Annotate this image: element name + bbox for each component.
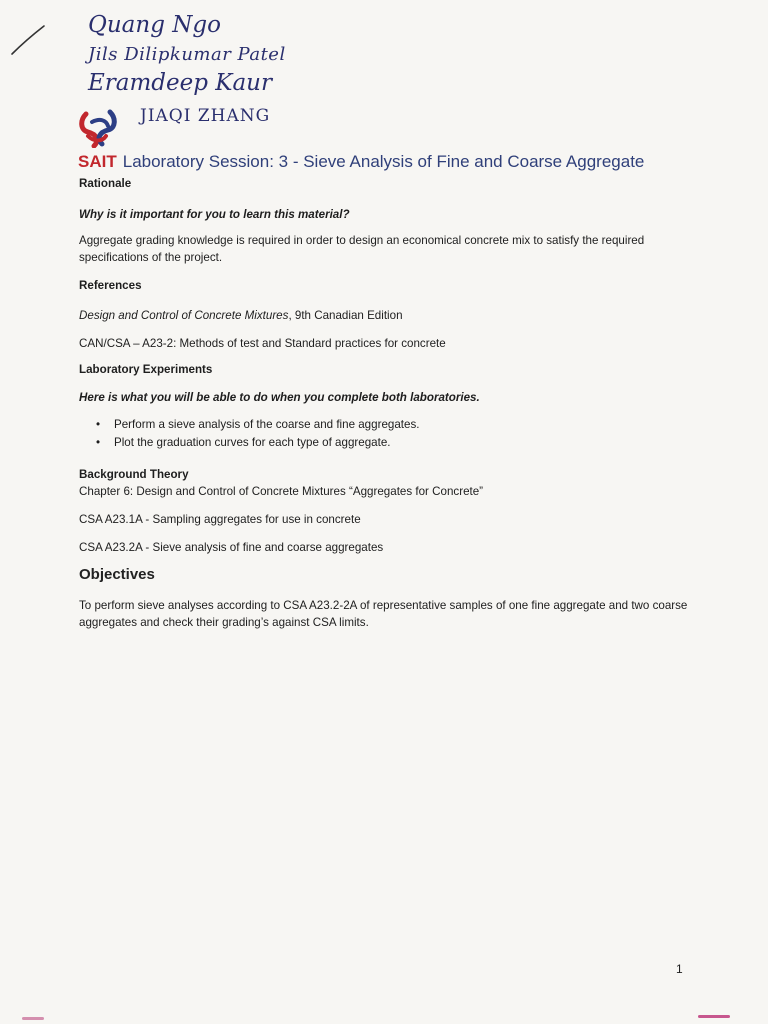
- why-text: Aggregate grading knowledge is required in order to design an economical concrete mix to satisfy the required specifications of the project.: [79, 234, 645, 264]
- page-title: Laboratory Session: 3 - Sieve Analysis of Fine and Coarse Aggregate: [122, 152, 645, 171]
- list-item: • Perform a sieve analysis of the coarse and fine aggregates.: [96, 416, 419, 434]
- lab-intro: Here is what you will be able to do when you complete both laboratories.: [79, 391, 480, 404]
- pen-mark: [8, 22, 48, 58]
- background-theory-heading: Background Theory: [79, 468, 189, 481]
- objectives-text: To perform sieve analyses according to CSA A23.2-2A of representative samples of one fine aggregate and two coarse aggregates and check their grading’s against CSA limits.: [79, 599, 688, 629]
- references-heading: References: [79, 279, 142, 292]
- reference-2: CAN/CSA – A23-2: Methods of test and Standard practices for concrete: [79, 337, 446, 350]
- brand-name: SAIT: [78, 152, 117, 171]
- rationale-heading: Rationale: [79, 177, 132, 190]
- lab-bullet-list: [96, 416, 419, 452]
- handwritten-name: Eramdeep Kaur: [88, 70, 272, 96]
- background-text: Chapter 6: Design and Control of Concrete Mixtures “Aggregates for Concrete”: [79, 485, 484, 498]
- scan-mark: [22, 1017, 44, 1020]
- csa-sieve: CSA A23.2A - Sieve analysis of fine and coarse aggregates: [79, 541, 384, 554]
- handwritten-name: Quang Ngo: [88, 12, 221, 38]
- lab-experiments-heading: Laboratory Experiments: [79, 363, 213, 376]
- reference-1-title: Design and Control of Concrete Mixtures: [79, 309, 289, 322]
- handwritten-name: JIAQI ZHANG: [140, 106, 271, 126]
- reference-1-edition: , 9th Canadian Edition: [288, 309, 403, 322]
- sait-logo-icon: [78, 108, 120, 148]
- scan-mark: [698, 1015, 730, 1018]
- why-question: Why is it important for you to learn this material?: [79, 208, 350, 221]
- page-number: 1: [676, 962, 683, 976]
- reference-1: [79, 307, 403, 324]
- csa-sampling: CSA A23.1A - Sampling aggregates for use in concrete: [79, 513, 361, 526]
- page-header: [78, 152, 644, 172]
- objectives-heading: Objectives: [79, 566, 155, 583]
- handwritten-name: Jils Dilipkumar Patel: [88, 44, 286, 65]
- list-item: • Plot the graduation curves for each type of aggregate.: [96, 434, 419, 452]
